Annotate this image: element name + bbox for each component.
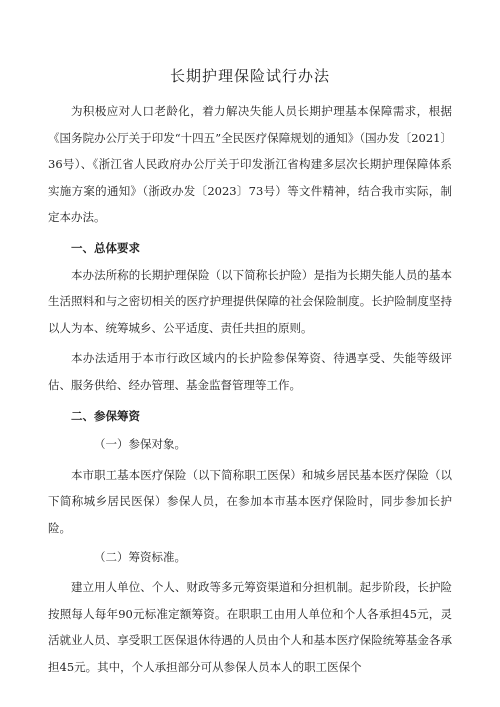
section-heading-general: 一、总体要求: [71, 240, 140, 255]
funding-standard-paragraph: 建立用人单位、个人、财政等多元筹资渠道和分担机制。起步阶段，长护险按照每人每年90元标准定额筹资。在职职工由用人单位和个人各承担45元，灵活就业人员、享受职工医保退休待遇的人员由个人和基本医疗保险统筹基金各承担45元。其中，个人承担部分可从参保人员本人的职工医保个: [48, 580, 452, 674]
general-paragraph-2: 本办法适用于本市行政区域内的长护险参保筹资、待遇享受、失能等级评估、服务供给、经办管理、基金监督管理等工作。: [48, 351, 452, 392]
subheading-participants: （一）参保对象。: [94, 437, 186, 452]
participants-paragraph: 本市职工基本医疗保险（以下简称职工医保）和城乡居民基本医疗保险（以下简称城乡居民医保）参保人员，在参加本市基本医疗保险时，同步参加长护险。: [48, 467, 452, 535]
section-heading-funding: 二、参保筹资: [71, 408, 140, 423]
general-paragraph-1: 本办法所称的长期护理保险（以下简称长护险）是指为长期失能人员的基本生活照料和与之密切相关的医疗护理提供保障的社会保险制度。长护险制度坚持以人为本、统筹城乡、公平适度、责任共担的原则。: [48, 267, 452, 335]
subheading-funding-standard: （二）筹资标准。: [94, 549, 186, 564]
document-title: 长期护理保险试行办法: [169, 67, 330, 85]
intro-paragraph: 为积极应对人口老龄化，着力解决失能人员长期护理基本保障需求，根据《国务院办公厅关于印发“十四五”全民医疗保障规划的通知》（国办发〔2021〕36号）、《浙江省人民政府办公厅关于印发浙江省构建多层次长期护理保障体系实施方案的通知》（浙政办发〔2023〕73号）等文件精神，结合我市实际，制定本办法。: [48, 104, 452, 225]
